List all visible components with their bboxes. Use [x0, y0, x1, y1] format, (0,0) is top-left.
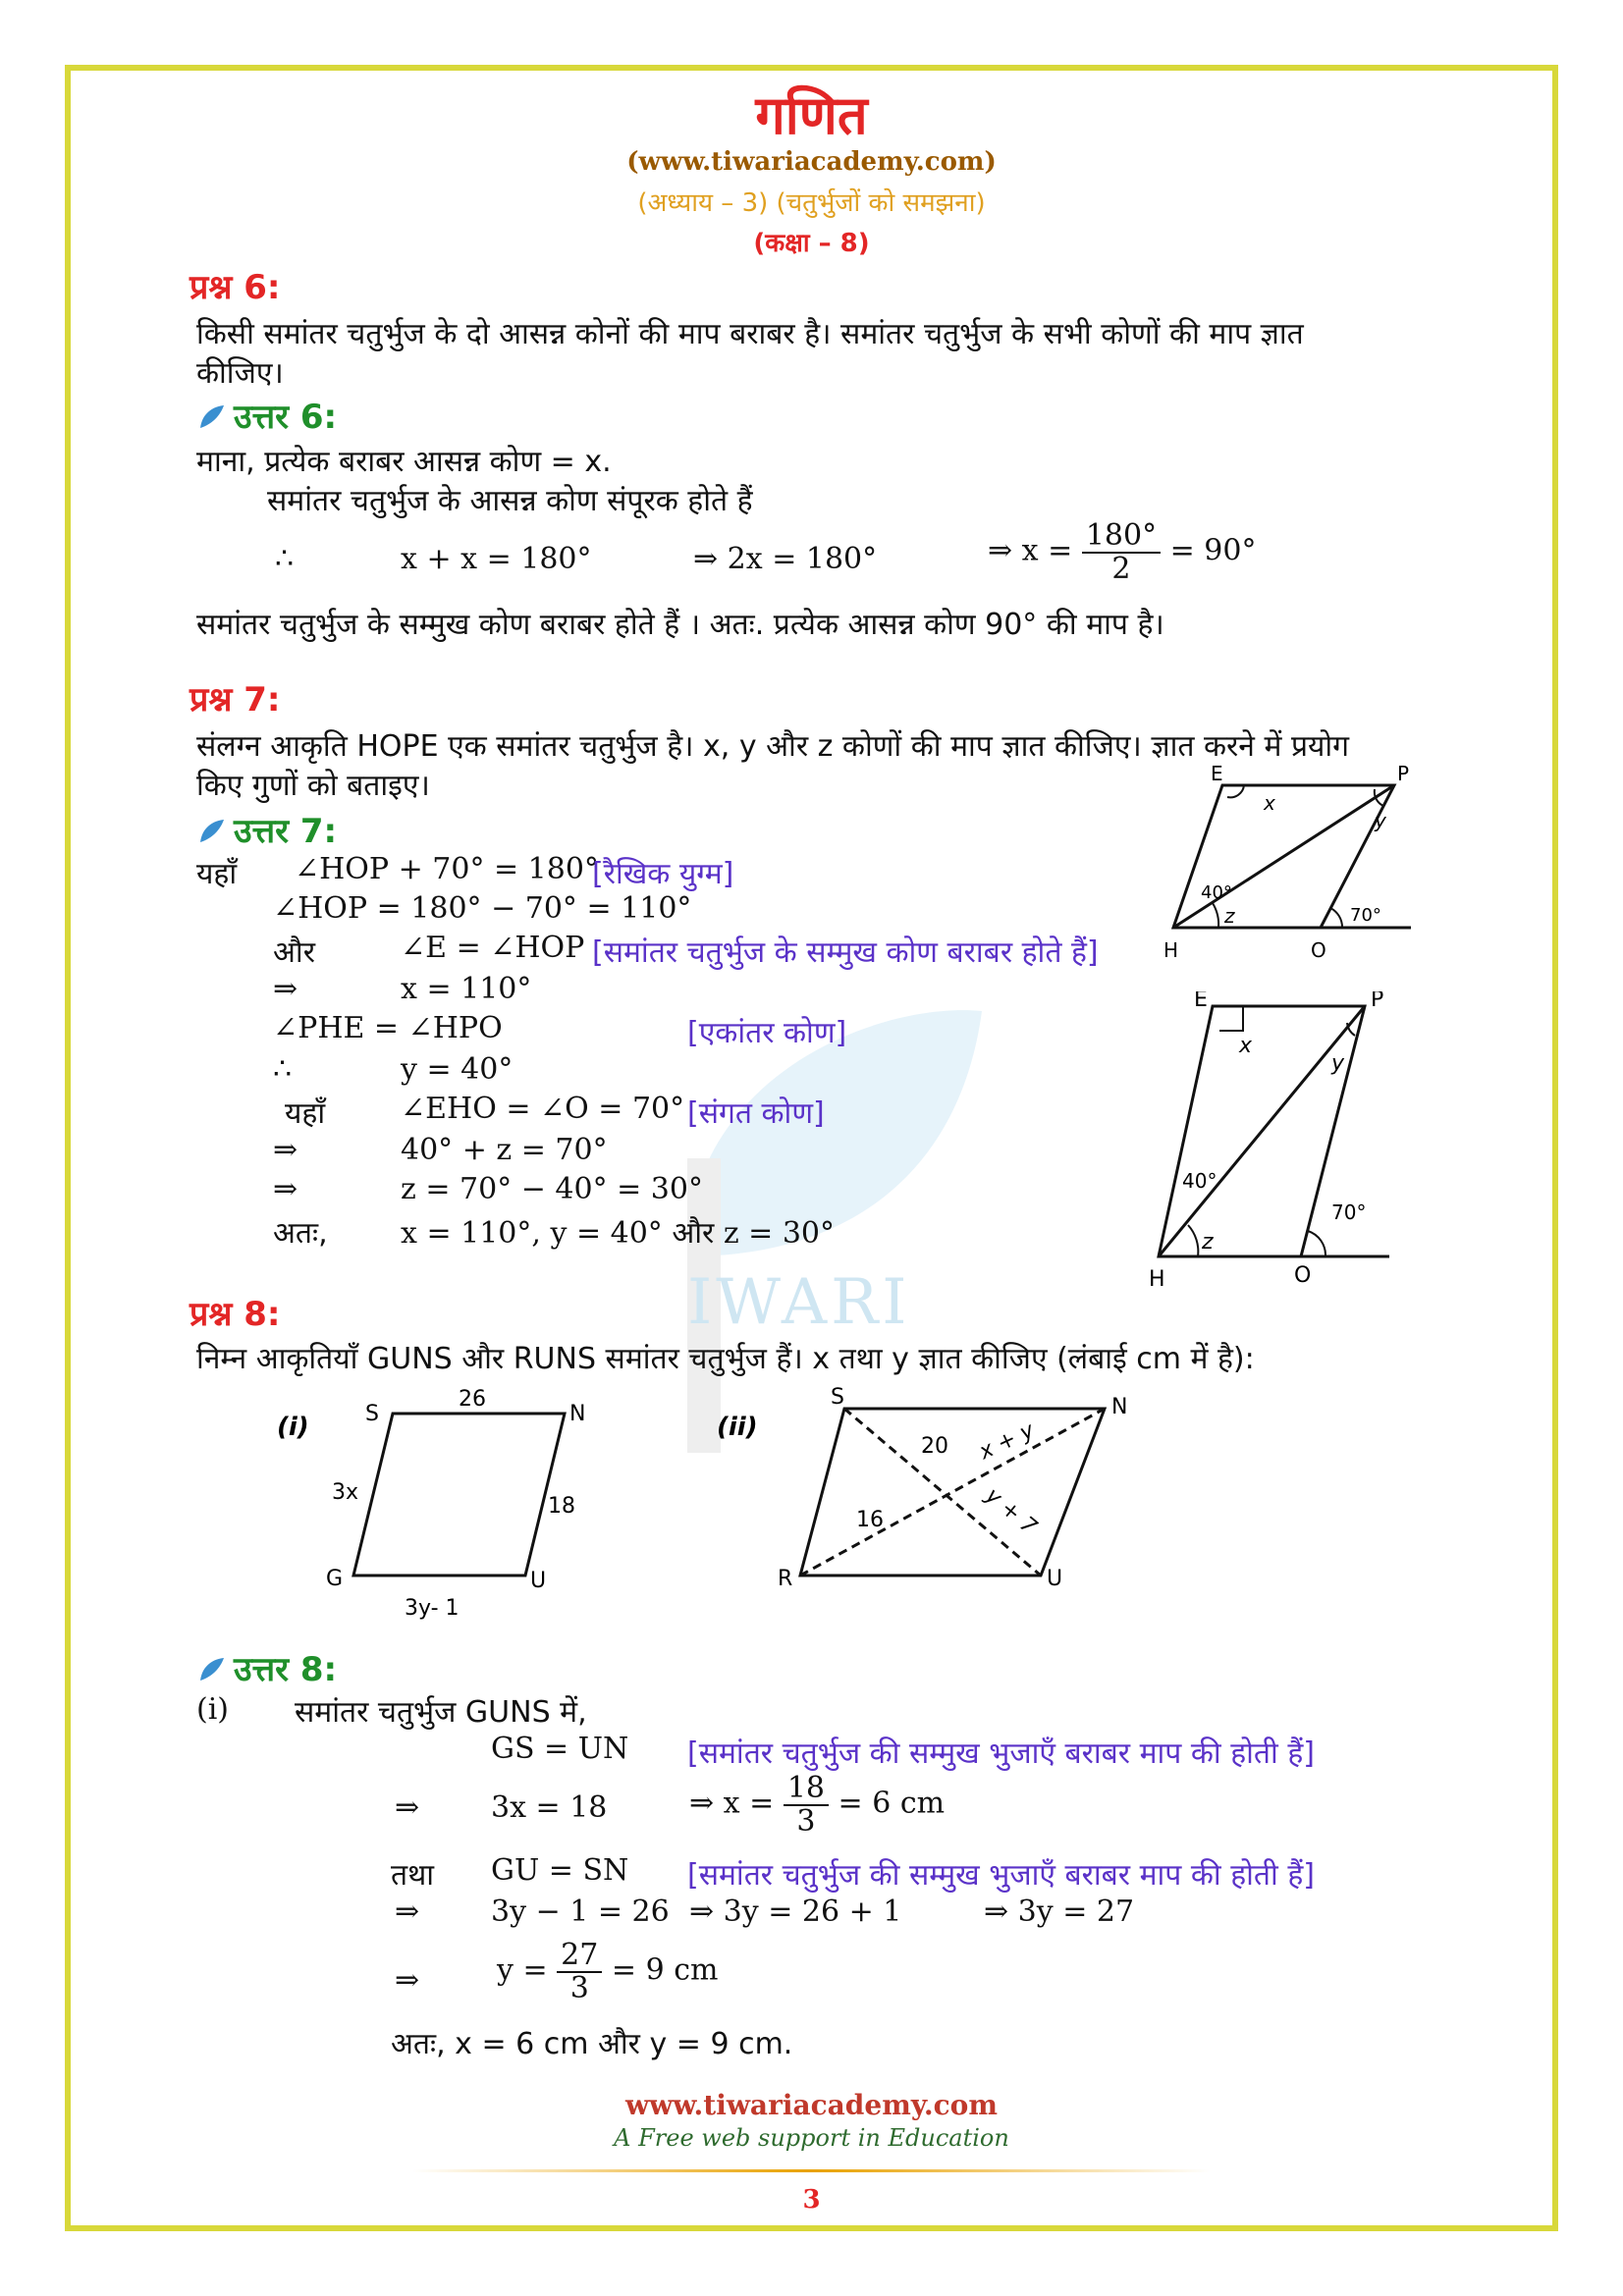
a6-eq3-den: 2 — [1111, 551, 1131, 586]
a6-eq3-pre: ⇒ x = — [988, 533, 1073, 568]
watermark-text: IWARI — [687, 1266, 911, 1339]
footer-site-link[interactable]: www.tiwariacademy.com — [625, 2089, 998, 2121]
a8-r5-post: = 9 cm — [611, 1952, 719, 1988]
a7-r9-b: x = 110°, y = 40° और z = 30° — [401, 1216, 836, 1251]
a8-r4-arrow: ⇒ — [395, 1895, 420, 1929]
a8-line1: समांतर चतुर्भुज GUNS में, — [295, 1695, 587, 1730]
fig8b-label-s: S — [831, 1385, 844, 1410]
fig7s-label-40: 40° — [1201, 882, 1232, 903]
a7-r3-a: ⇒ — [273, 972, 298, 1006]
a7-r3-b: x = 110° — [401, 972, 532, 1006]
fig7l-label-x: x — [1239, 1034, 1253, 1058]
a7-r4-c: [एकांतर कोण] — [687, 1016, 847, 1050]
a8-r5-arrow: ⇒ — [395, 1963, 420, 1998]
fig8b-label-n: N — [1111, 1395, 1128, 1419]
q6-text-line2: कीजिए। — [196, 356, 284, 391]
q8-figure-1 — [265, 1379, 638, 1625]
fig8b-label-r: R — [778, 1567, 793, 1591]
page-title: गणित — [755, 84, 868, 146]
a6-eq1: x + x = 180° — [401, 542, 592, 576]
a8-r2-result — [689, 1773, 945, 1837]
fig8b-label-20: 20 — [921, 1434, 948, 1459]
a8-r4-c: ⇒ 3y = 27 — [984, 1895, 1135, 1929]
fig7l-label-e: E — [1194, 991, 1208, 1012]
fig7s-label-o: O — [1311, 938, 1326, 962]
a8-r2-den: 3 — [796, 1803, 816, 1839]
header-class: (कक्षा – 8) — [753, 229, 870, 258]
a8-r3-eq: GU = SN — [491, 1853, 629, 1888]
a7-r2-c: [समांतर चतुर्भुज के सम्मुख कोण बराबर होते हैं] — [592, 935, 1099, 970]
a8-r5-den: 3 — [569, 1970, 589, 2005]
q8-text-line1: निम्न आकृतियाँ GUNS और RUNS समांतर चतुर्भुज हैं। x तथा y ज्ञात कीजिए (लंबाई cm में है): — [196, 1342, 1255, 1376]
fig7l-label-o: O — [1294, 1263, 1312, 1288]
fig8a-label-top: 26 — [459, 1387, 486, 1412]
answer-logo-icon — [196, 817, 226, 846]
a8-r4-b: ⇒ 3y = 26 + 1 — [689, 1895, 902, 1929]
a6-eq3 — [988, 520, 1256, 584]
header-site: (www.tiwariacademy.com) — [626, 147, 997, 177]
a7-r5-a: ∴ — [273, 1052, 293, 1087]
fig7l-label-z: z — [1202, 1230, 1214, 1255]
fig7s-label-70: 70° — [1350, 905, 1381, 926]
a6-therefore: ∴ — [275, 542, 295, 576]
q8-figure-2 — [707, 1379, 1159, 1615]
a6-eq3-num: 180° — [1082, 520, 1161, 554]
diagonal-rn — [800, 1409, 1105, 1575]
a8-r5-result — [497, 1940, 718, 2003]
a8-r5-pre: y = — [497, 1952, 548, 1988]
a8-r2-eq: 3x = 18 — [491, 1790, 608, 1825]
fig7l-label-p: P — [1371, 991, 1384, 1012]
a8-conclusion: अतः, x = 6 cm और y = 9 cm. — [391, 2027, 793, 2061]
a6-heading — [196, 393, 337, 438]
a8-heading-text: उत्तर 8: — [234, 1650, 338, 1689]
fig7s-label-h: H — [1163, 938, 1179, 962]
q6-text-line1: किसी समांतर चतुर्भुज के दो आसन्न कोनों की माप बराबर है। समांतर चतुर्भुज के सभी कोणों की माप ज्ञात — [196, 317, 1304, 351]
a8-r1-reason: [समांतर चतुर्भुज की सम्मुख भुजाएँ बराबर माप की होती हैं] — [687, 1736, 1315, 1771]
fig8a-label-n: N — [569, 1402, 586, 1426]
fig7l-label-70: 70° — [1331, 1201, 1367, 1224]
a7-r5-b: y = 40° — [401, 1052, 514, 1087]
a7-r7-a: ⇒ — [273, 1133, 298, 1167]
a6-line1: माना, प्रत्येक बराबर आसन्न कोण = x. — [196, 445, 612, 479]
a7-r0-c: [रैखिक युग्म] — [592, 857, 734, 891]
q7-text-line2: किए गुणों को बताइए। — [196, 769, 430, 803]
a7-r7-b: 40° + z = 70° — [401, 1133, 608, 1167]
fig7s-label-e: E — [1211, 762, 1223, 785]
a7-heading-text: उत्तर 7: — [234, 812, 338, 851]
fig8a-label-s: S — [365, 1402, 379, 1426]
a8-r2-post: = 6 cm — [838, 1786, 946, 1821]
fig7l-label-40: 40° — [1182, 1169, 1217, 1193]
fig8a-label-bottom: 3y- 1 — [405, 1596, 460, 1621]
a7-r4-a: ∠PHE = ∠HPO — [273, 1011, 503, 1045]
parallelogram-guns — [353, 1414, 565, 1575]
a8-r4-eq: 3y − 1 = 26 — [491, 1895, 670, 1929]
a8-r2-fraction — [784, 1773, 829, 1837]
a7-r2-a: और — [273, 935, 315, 970]
fig8b-label-y7: y + 7 — [980, 1483, 1042, 1540]
a6-line3: समांतर चतुर्भुज के सम्मुख कोण बराबर होते हैं । अतः. प्रत्येक आसन्न कोण 90° की माप है। — [196, 608, 1164, 642]
a8-r2-num: 18 — [784, 1773, 829, 1806]
a7-r6-a: यहाँ — [285, 1096, 326, 1131]
q7-heading: प्रश्न 7: — [189, 680, 281, 720]
a7-r0-a: यहाँ — [196, 857, 238, 891]
fig7s-label-y: y — [1375, 809, 1386, 832]
header-chapter: (अध्याय – 3) (चतुर्भुजों को समझना) — [637, 188, 986, 218]
a8-heading — [196, 1645, 337, 1690]
a7-r6-c: [संगत कोण] — [687, 1096, 825, 1131]
fig8b-label-u: U — [1047, 1567, 1063, 1591]
a6-heading-text: उत्तर 6: — [234, 398, 338, 437]
fig8a-tag: (i) — [277, 1413, 309, 1442]
a7-r6-b: ∠EHO = ∠O = 70° — [401, 1092, 685, 1126]
a8-r3-word: तथा — [391, 1858, 435, 1893]
q6-heading: प्रश्न 6: — [189, 268, 281, 307]
fig7s-label-z: z — [1224, 904, 1235, 928]
fig7s-label-x: x — [1264, 791, 1275, 815]
footer-tagline: A Free web support in Education — [614, 2124, 1009, 2152]
a6-eq3-fraction — [1082, 520, 1161, 584]
a6-eq2: ⇒ 2x = 180° — [693, 542, 878, 576]
a8-r5-fraction — [557, 1940, 602, 2003]
a8-r5-num: 27 — [557, 1940, 602, 1973]
fig8b-label-16: 16 — [856, 1508, 884, 1532]
fig8a-label-u: U — [530, 1569, 547, 1593]
footer-divider — [412, 2169, 1211, 2172]
a7-r2-b: ∠E = ∠HOP — [401, 931, 585, 965]
a7-r9-a: अतः, — [273, 1216, 328, 1251]
fig8b-label-xy: x + y — [975, 1417, 1039, 1466]
a8-part: (i) — [196, 1692, 230, 1727]
fig8b-tag: (ii) — [717, 1413, 758, 1442]
fig8a-label-right: 18 — [548, 1494, 575, 1519]
q7-figure-large — [1139, 991, 1414, 1301]
fig8a-label-left: 3x — [332, 1480, 359, 1505]
a7-r1-b: ∠HOP = 180° − 70° = 110° — [273, 891, 692, 926]
a8-r2-pre: ⇒ x = — [689, 1786, 775, 1821]
q7-text-line1: संलग्न आकृति HOPE एक समांतर चतुर्भुज है। x, y और z कोणों की माप ज्ञात कीजिए। ज्ञात करने में प्रयोग — [196, 729, 1350, 764]
page-number: 3 — [802, 2185, 821, 2215]
q7-figure-small — [1154, 761, 1419, 972]
a8-r1-eq: GS = UN — [491, 1732, 629, 1766]
answer-logo-icon — [196, 1655, 226, 1684]
fig7s-label-p: P — [1397, 762, 1410, 785]
fig8a-label-g: G — [326, 1567, 344, 1591]
a8-r2-arrow: ⇒ — [395, 1790, 420, 1825]
q8-heading: प्रश्न 8: — [189, 1295, 281, 1334]
a8-r3-reason: [समांतर चतुर्भुज की सम्मुख भुजाएँ बराबर माप की होती हैं] — [687, 1858, 1315, 1893]
a7-r8-a: ⇒ — [273, 1172, 298, 1206]
a6-line2: समांतर चतुर्भुज के आसन्न कोण संपूरक होते हैं — [267, 484, 753, 518]
fig7l-label-y: y — [1331, 1051, 1345, 1076]
a7-heading — [196, 807, 337, 852]
a7-r0-b: ∠HOP + 70° = 180° — [295, 852, 599, 886]
fig7l-label-h: H — [1149, 1267, 1165, 1292]
a7-r8-b: z = 70° − 40° = 30° — [401, 1172, 703, 1206]
answer-logo-icon — [196, 402, 226, 432]
a6-eq3-post: = 90° — [1169, 533, 1257, 568]
